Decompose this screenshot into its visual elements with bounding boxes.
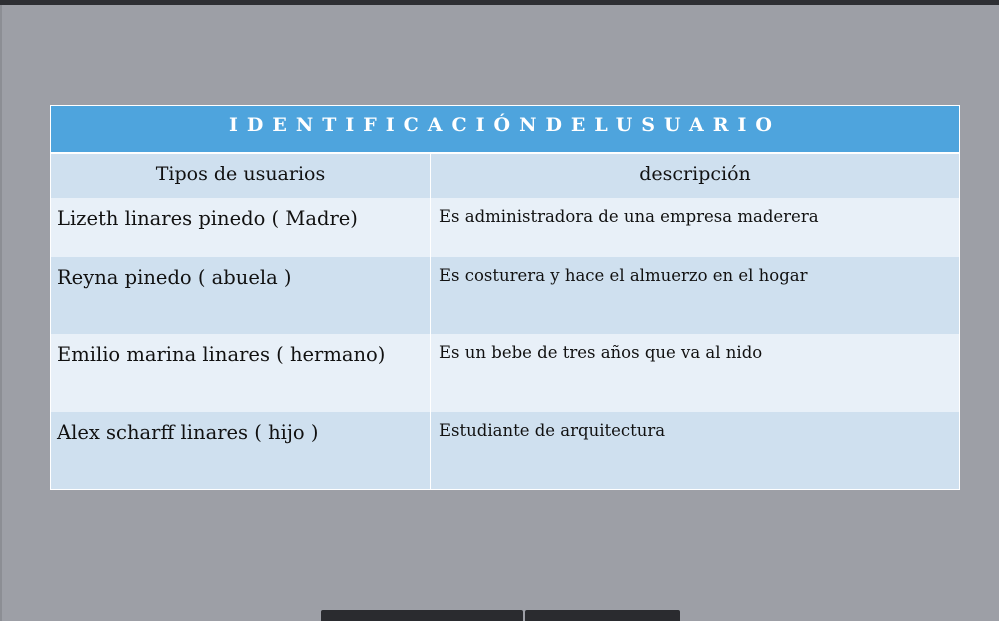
table-row xyxy=(51,198,959,257)
left-edge xyxy=(0,5,2,621)
header-user-types: Tipos de usuarios xyxy=(51,154,431,198)
user-cell: Reyna pinedo ( abuela ) xyxy=(51,257,431,334)
table-row xyxy=(51,334,959,412)
description-cell: Estudiante de arquitectura xyxy=(439,421,666,440)
description-cell: Es costurera y hace el almuerzo en el hogar xyxy=(439,266,808,285)
description-cell: Es administradora de una empresa maderera xyxy=(439,207,819,226)
bottom-toolbar xyxy=(321,610,681,621)
user-cell: Emilio marina linares ( hermano) xyxy=(51,334,431,412)
header-description: descripción xyxy=(639,163,751,185)
bottom-toolbar-button[interactable] xyxy=(321,610,523,621)
table-title-bar xyxy=(51,106,959,154)
user-cell: Lizeth linares pinedo ( Madre) xyxy=(51,198,431,257)
user-identification-table xyxy=(50,105,960,490)
table-header-row xyxy=(51,154,959,198)
window-top-bar xyxy=(0,0,999,5)
table-row xyxy=(51,412,959,489)
description-cell: Es un bebe de tres años que va al nido xyxy=(439,343,763,362)
user-cell: Alex scharff linares ( hijo ) xyxy=(51,412,431,489)
table-row xyxy=(51,257,959,334)
table-title: IDENTIFICACIÓNDELUSUARIO xyxy=(229,114,781,136)
bottom-toolbar-button[interactable] xyxy=(525,610,680,621)
